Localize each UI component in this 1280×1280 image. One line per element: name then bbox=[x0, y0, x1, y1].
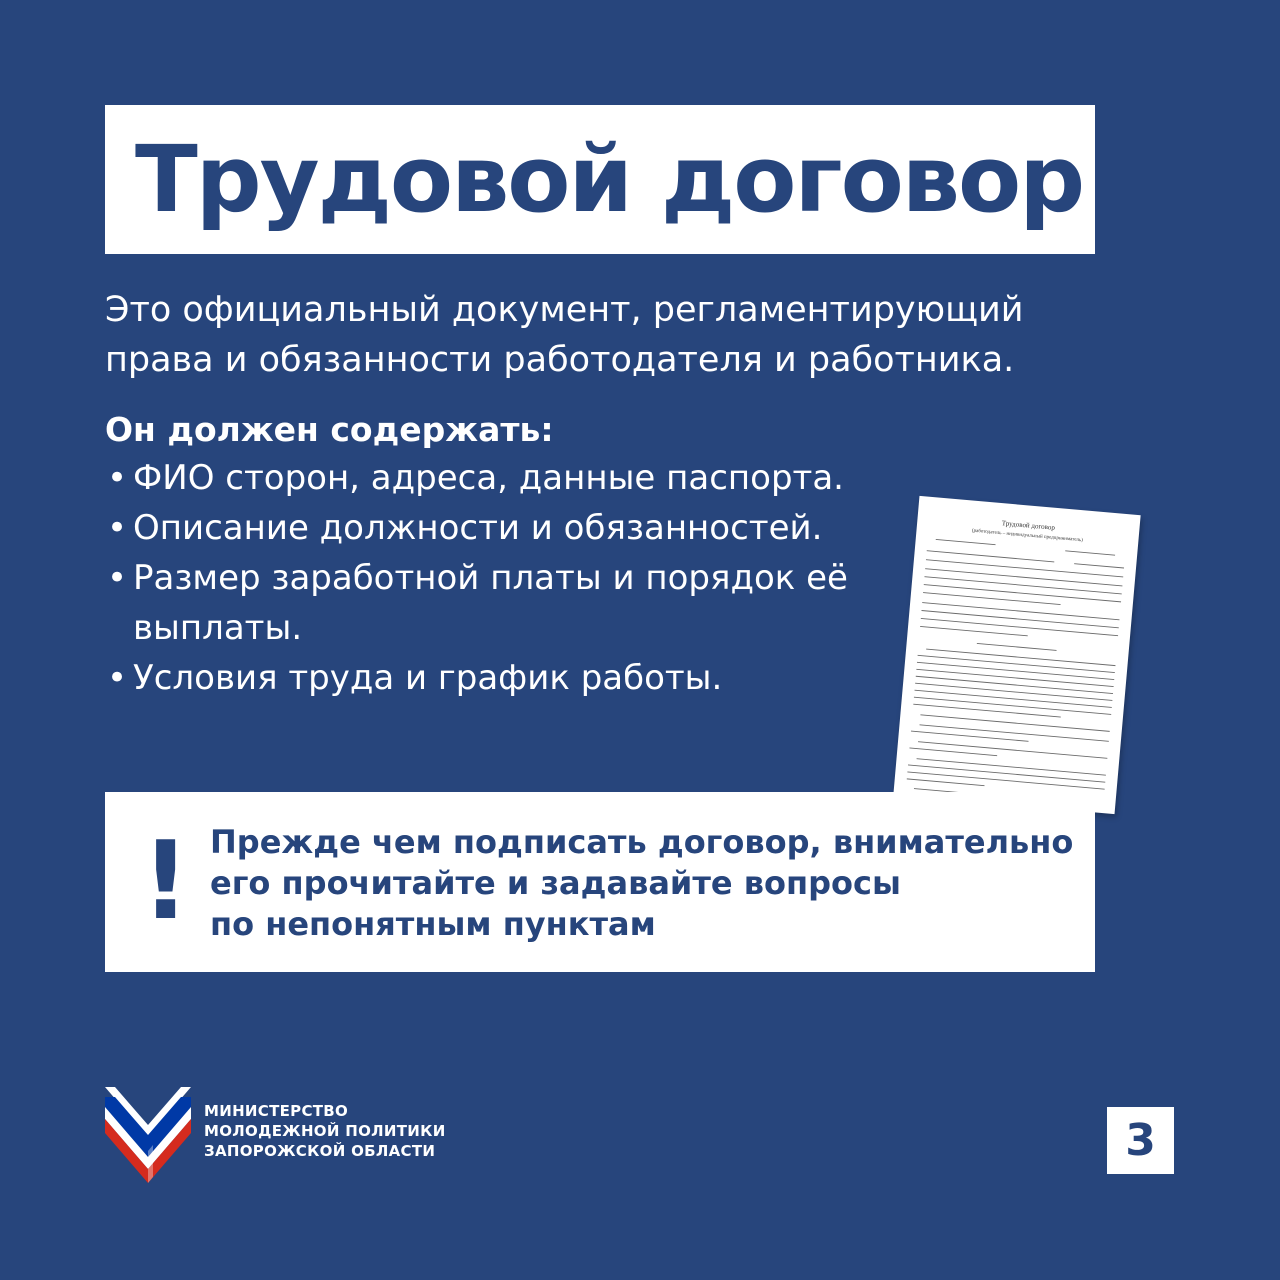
warning-line-1: Прежде чем подписать договор, внимательно bbox=[210, 823, 1074, 861]
warning-note bbox=[105, 792, 1095, 972]
contract-document-illustration bbox=[893, 496, 1140, 814]
document-subheading: (работодатель – индивидуальный предприниматель) bbox=[971, 528, 1084, 544]
bullet-icon: • bbox=[107, 508, 128, 548]
intro-text bbox=[105, 285, 1105, 385]
intro-line-2: права и обязанности работодателя и работника. bbox=[105, 340, 1015, 380]
document-heading: Трудовой договор bbox=[1001, 519, 1056, 532]
warning-line-3: по непонятным пунктам bbox=[210, 905, 656, 943]
warning-line-2: его прочитайте и задавайте вопросы bbox=[210, 864, 901, 902]
bullet-icon: • bbox=[107, 458, 128, 498]
contents-heading: Он должен содержать: bbox=[105, 410, 554, 449]
bullet-icon: • bbox=[107, 658, 128, 698]
page-number: 3 bbox=[1107, 1107, 1174, 1174]
list-item: • Описание должности и обязанностей. bbox=[105, 503, 865, 553]
list-item: • Размер заработной платы и порядок её выплаты. bbox=[105, 553, 865, 653]
contents-list bbox=[105, 453, 865, 703]
warning-text bbox=[210, 822, 1080, 945]
exclamation-icon: ! bbox=[141, 819, 191, 944]
title-banner bbox=[105, 105, 1095, 254]
ministry-logo-icon bbox=[105, 1085, 191, 1185]
list-item: • Условия труда и график работы. bbox=[105, 653, 865, 703]
list-item: • ФИО сторон, адреса, данные паспорта. bbox=[105, 453, 865, 503]
ministry-line-2: МОЛОДЕЖНОЙ ПОЛИТИКИ bbox=[204, 1122, 446, 1140]
ministry-name bbox=[204, 1101, 446, 1161]
bullet-icon: • bbox=[107, 558, 128, 598]
document-page-icon bbox=[893, 496, 1140, 814]
ministry-line-3: ЗАПОРОЖСКОЙ ОБЛАСТИ bbox=[204, 1142, 436, 1160]
page-title: Трудовой договор bbox=[135, 126, 1084, 233]
intro-line-1: Это официальный документ, регламентирующий bbox=[105, 290, 1024, 330]
ministry-line-1: МИНИСТЕРСТВО bbox=[204, 1102, 349, 1120]
